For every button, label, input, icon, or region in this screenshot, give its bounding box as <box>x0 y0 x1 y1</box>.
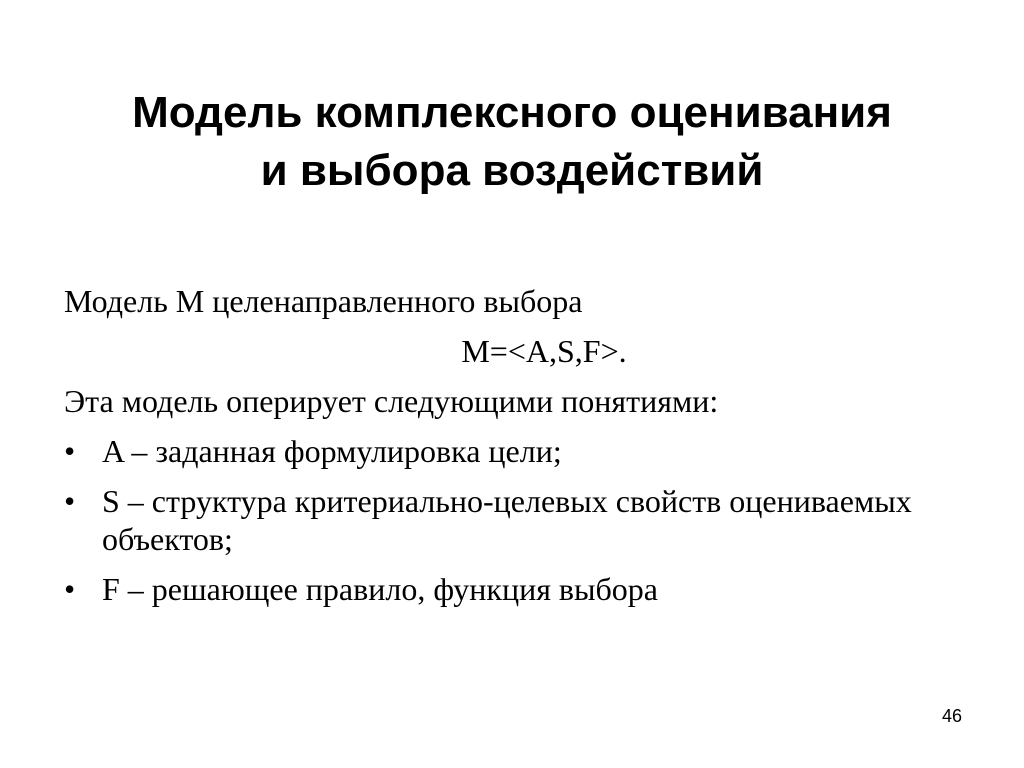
formula-text: M=<A,S,F>. <box>461 333 627 369</box>
lead-text: Эта модель оперирует следующими понятиями: <box>64 383 719 419</box>
slide-title-line-1: Модель комплексного оценивания <box>132 88 892 137</box>
bullet-icon: • <box>64 483 76 519</box>
slide-title-line-2: и выбора воздействий <box>260 146 764 195</box>
list-item-text: S – структура критериально-целевых свойств оцениваемых объектов; <box>102 483 912 557</box>
intro-text: Модель М целенаправленного выбора <box>64 283 583 319</box>
concept-list <box>64 432 944 608</box>
list-item-text: A – заданная формулировка цели; <box>102 433 562 469</box>
slide-title <box>40 84 984 200</box>
list-item <box>64 432 944 470</box>
bullet-icon: • <box>64 571 76 607</box>
list-item <box>64 482 944 558</box>
list-item <box>64 570 944 608</box>
list-item-text: F – решающее правило, функция выбора <box>102 571 658 607</box>
page-number: 46 <box>941 706 962 726</box>
slide-body <box>64 276 944 620</box>
bullet-icon: • <box>64 433 76 469</box>
